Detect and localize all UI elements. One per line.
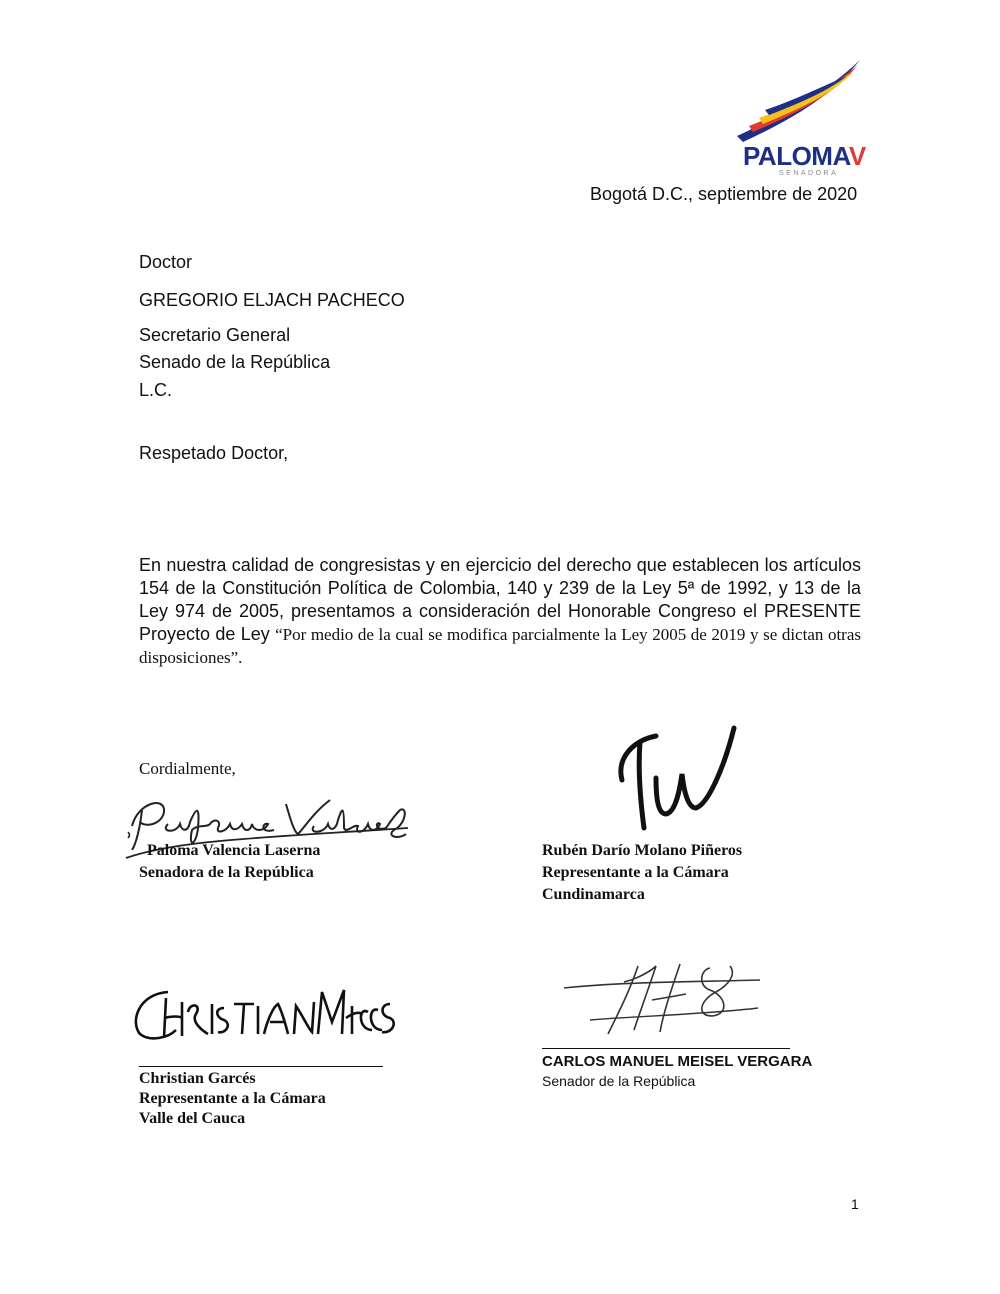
letter-date: Bogotá D.C., septiembre de 2020	[590, 184, 858, 204]
bill-title-quote: “Por medio de la cual se modifica parcialmente la Ley 2005 de 2019 y se dictan otras disposiciones”.	[139, 625, 861, 667]
logo-word-accent: V	[848, 141, 866, 171]
carlos-role: Senador de la República	[542, 1073, 696, 1089]
paloma-role: Senadora de la República	[139, 864, 314, 881]
christian-department: Valle del Cauca	[139, 1110, 246, 1127]
recipient-title: Doctor	[139, 252, 193, 272]
recipient-organization: Senado de la República	[139, 352, 331, 372]
ruben-name: Rubén Darío Molano Piñeros	[542, 842, 743, 859]
recipient-name: GREGORIO ELJACH PACHECO	[139, 290, 405, 310]
recipient-city: L.C.	[139, 380, 173, 400]
body-text: En nuestra calidad de congresistas y en ejercicio del derecho que establecen los artículos 154 de la Constitución Política de Colombia, 140 y 239 de la Ley 5ª de 1992, y 13 de la Ley 974 de 2005, presentamos a consideración del Honorable Congreso el PRESENTE Proyecto de Ley	[139, 555, 861, 644]
page-number: 1	[851, 1196, 859, 1212]
paloma-logo	[735, 58, 865, 180]
ruben-signature	[612, 718, 752, 840]
greeting: Respetado Doctor,	[139, 443, 289, 463]
closing: Cordialmente,	[139, 759, 236, 778]
christian-name: Christian Garcés	[139, 1070, 256, 1087]
ruben-department: Cundinamarca	[542, 886, 645, 903]
logo-wordmark	[743, 141, 866, 172]
logo-word-main: PALOMA	[743, 141, 849, 171]
wing-icon	[735, 58, 865, 148]
christian-role: Representante a la Cámara	[139, 1090, 326, 1107]
letter-body	[139, 554, 861, 669]
christian-signature-line	[139, 1066, 383, 1067]
logo-subtitle: SENADORA	[779, 170, 839, 177]
christian-signature	[128, 982, 400, 1048]
ruben-role: Representante a la Cámara	[542, 864, 729, 881]
carlos-signature-line	[542, 1048, 790, 1049]
carlos-name: CARLOS MANUEL MEISEL VERGARA	[542, 1053, 813, 1070]
paloma-name: Paloma Valencia Laserna	[147, 842, 321, 859]
carlos-signature	[560, 960, 770, 1040]
recipient-role: Secretario General	[139, 325, 291, 345]
